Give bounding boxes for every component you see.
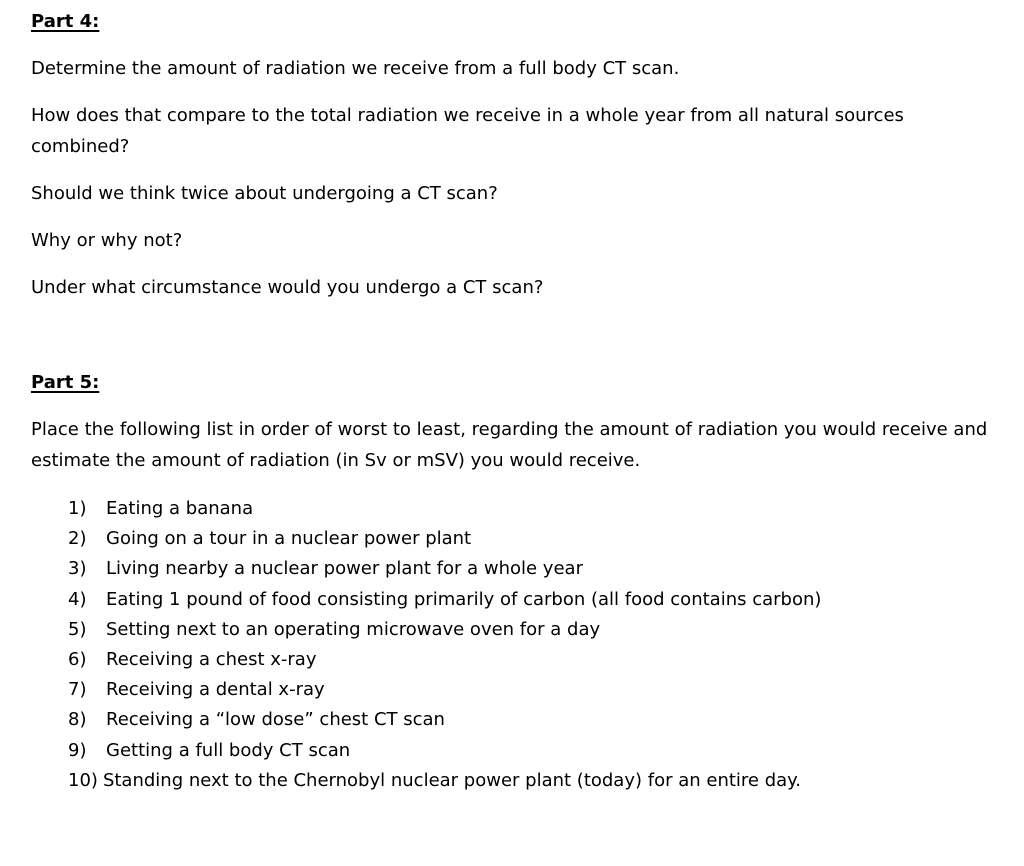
list-item bbox=[68, 615, 998, 645]
list-item-number: 8) bbox=[68, 709, 87, 731]
list-item-text: Receiving a chest x-ray bbox=[106, 648, 317, 670]
list-item bbox=[68, 736, 998, 766]
part4-question-4: Why or why not? bbox=[31, 230, 183, 251]
list-item-text: Receiving a dental x-ray bbox=[106, 679, 325, 701]
part4-question-1: Determine the amount of radiation we receive from a full body CT scan. bbox=[31, 58, 680, 79]
list-item-number: 3) bbox=[68, 558, 87, 580]
list-item bbox=[68, 645, 998, 675]
list-item bbox=[68, 524, 998, 554]
list-item bbox=[68, 554, 998, 584]
list-item-number: 4) bbox=[68, 588, 87, 610]
list-item bbox=[68, 705, 998, 735]
list-item-number: 7) bbox=[68, 679, 87, 701]
list-item bbox=[68, 585, 998, 615]
list-item bbox=[68, 494, 998, 524]
list-item-text: Getting a full body CT scan bbox=[106, 739, 351, 761]
part5-heading: Part 5: bbox=[31, 372, 100, 393]
list-item-text: Living nearby a nuclear power plant for a whole year bbox=[106, 558, 583, 580]
part4-heading: Part 4: bbox=[31, 11, 100, 32]
list-item bbox=[68, 675, 998, 705]
radiation-sources-list bbox=[68, 494, 998, 796]
list-item-number: 10) bbox=[68, 769, 98, 791]
list-item-text: Setting next to an operating microwave oven for a day bbox=[106, 618, 601, 640]
part4-question-2: How does that compare to the total radiation we receive in a whole year from all natural sources combined? bbox=[31, 105, 904, 157]
list-item-text: Going on a tour in a nuclear power plant bbox=[106, 528, 472, 550]
part4-question-5: Under what circumstance would you undergo a CT scan? bbox=[31, 277, 544, 298]
list-item-number: 6) bbox=[68, 648, 87, 670]
list-item-number: 9) bbox=[68, 739, 87, 761]
list-item-text: Eating a banana bbox=[106, 498, 254, 519]
list-item-number: 1) bbox=[68, 498, 87, 519]
part4-question-3: Should we think twice about undergoing a CT scan? bbox=[31, 183, 498, 204]
part5-instructions: Place the following list in order of worst to least, regarding the amount of radiation you would receive and estimate the amount of radiation (in Sv or mSV) you would receive. bbox=[31, 419, 988, 471]
list-item bbox=[68, 766, 998, 796]
list-item-number: 2) bbox=[68, 528, 87, 550]
list-item-text: Receiving a “low dose” chest CT scan bbox=[106, 709, 445, 731]
list-item-text: Eating 1 pound of food consisting primarily of carbon (all food contains carbon) bbox=[106, 588, 822, 610]
list-item-number: 5) bbox=[68, 618, 87, 640]
list-item-text: Standing next to the Chernobyl nuclear power plant (today) for an entire day. bbox=[102, 769, 801, 791]
